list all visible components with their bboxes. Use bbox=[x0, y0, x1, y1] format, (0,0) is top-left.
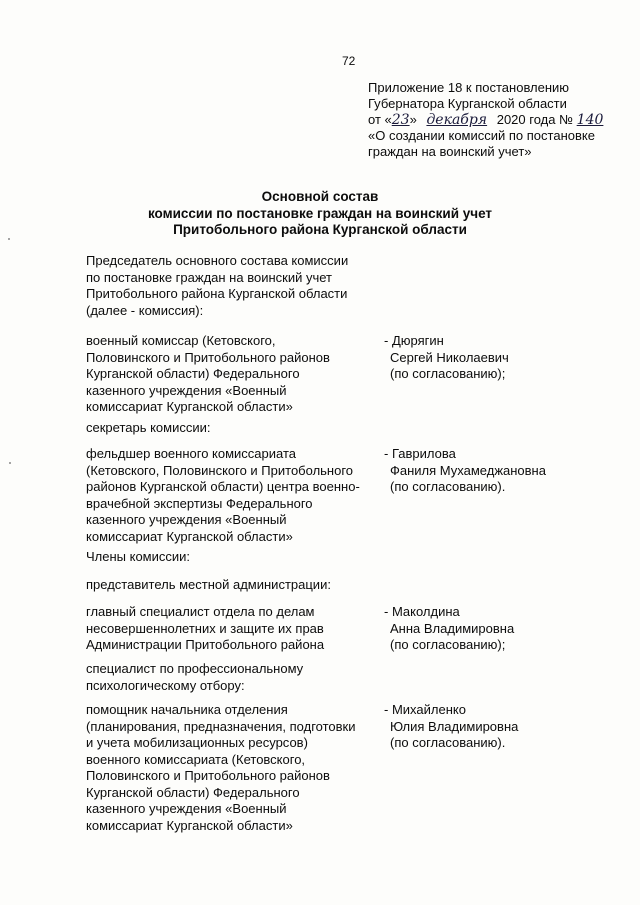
member-local-admin: - Маколдина Анна Владимировна (по согласованию); bbox=[384, 604, 515, 652]
title-line-3: Притобольного района Курганской области bbox=[173, 222, 467, 237]
appendix-date-line bbox=[368, 112, 603, 128]
section-local-admin-label: представитель местной администрации: bbox=[86, 577, 331, 592]
section-secretary-label: секретарь комиссии: bbox=[86, 420, 211, 435]
title-line-1: Основной состав bbox=[261, 189, 379, 204]
page-number: 72 bbox=[342, 54, 356, 68]
section-secretary-position: фельдшер военного комиссариата (Кетовского, Половинского и Притобольного районов Курганской области) центра военно- врачебной экспертизы Федерального казенного учреждения «Военный комиссариат Курганской области» bbox=[86, 446, 360, 544]
date-year: 2020 года № bbox=[496, 112, 574, 127]
date-month: декабря bbox=[426, 112, 488, 128]
section-local-admin-position: главный специалист отдела по делам несовершеннолетних и защите их прав Администрации Притобольного района bbox=[86, 604, 325, 652]
appendix-line-2: Губернатора Курганской области bbox=[368, 96, 567, 111]
appendix-line-1: Приложение 18 к постановлению bbox=[368, 80, 570, 95]
scan-speck bbox=[9, 462, 11, 464]
date-day: 23 bbox=[391, 112, 410, 128]
appendix-line-5: граждан на воинский учет» bbox=[368, 144, 532, 159]
section-psych-position: помощник начальника отделения (планирования, предназначения, подготовки и учета мобилизационных ресурсов) военного комиссариата (Кетовского, Половинского и Притобольного районов Курганской области) Федерального казенного учреждения «Военный комиссариат Курганской области» bbox=[86, 702, 356, 833]
decree-number: 140 bbox=[576, 112, 604, 128]
date-mid: » bbox=[409, 112, 417, 127]
scan-speck bbox=[8, 238, 10, 240]
section-psych-label: специалист по профессиональному психологическому отбору: bbox=[86, 661, 304, 693]
member-chairman: - Дюрягин Сергей Николаевич (по согласованию); bbox=[384, 333, 509, 381]
title-line-2: комиссии по постановке граждан на воинский учет bbox=[147, 206, 493, 221]
section-members-label: Члены комиссии: bbox=[86, 549, 191, 564]
member-psych: - Михайленко Юлия Владимировна (по согласованию). bbox=[384, 702, 519, 750]
date-prefix: от « bbox=[368, 112, 392, 127]
member-secretary: - Гаврилова Фаниля Мухамеджановна (по согласованию). bbox=[384, 446, 546, 494]
appendix-line-4: «О создании комиссий по постановке bbox=[368, 128, 595, 143]
section-chairman-position: военный комиссар (Кетовского, Половинского и Притобольного районов Курганской области) Федерального казенного учреждения «Военный комиссариат Курганской области» bbox=[86, 333, 330, 414]
section-chairman-label: Председатель основного состава комиссии по постановке граждан на воинский учет Притобольного района Курганской области (далее - комиссия): bbox=[86, 253, 349, 318]
